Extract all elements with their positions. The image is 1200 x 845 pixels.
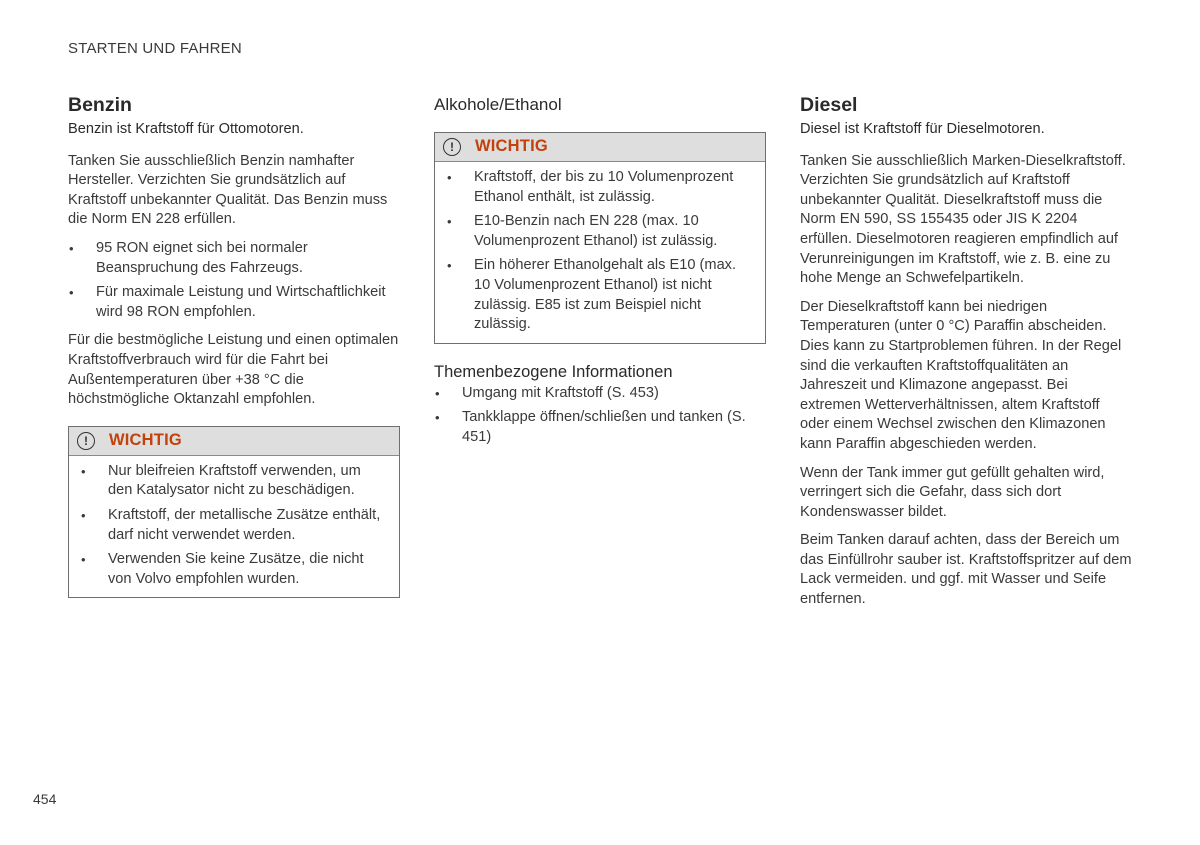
column-ethanol bbox=[434, 92, 766, 457]
warning-title: WICHTIG bbox=[109, 430, 182, 449]
diesel-paragraph-4: Beim Tanken darauf achten, dass der Bereich um das Einfüllrohr sauber ist. Kraftstoffspritzer auf dem Lack vermeiden. und ggf. mit Wasser und Seife entfernen. bbox=[800, 532, 1132, 608]
warning-list bbox=[446, 168, 755, 335]
related-link-fuel-handling[interactable]: • Umgang mit Kraftstoff (S. 453) bbox=[434, 384, 766, 404]
related-topics-title: Themenbezogene Informationen bbox=[434, 362, 673, 381]
related-topics bbox=[434, 362, 766, 448]
diesel-title: Diesel bbox=[800, 94, 858, 116]
list-item: • Für maximale Leistung und Wirtschaftlichkeit wird 98 RON empfohlen. bbox=[69, 284, 386, 320]
related-link-fuel-flap[interactable]: • Tankklappe öffnen/schließen und tanken (S. 451) bbox=[435, 409, 746, 445]
bullet-icon: • bbox=[81, 507, 86, 523]
warning-header bbox=[69, 427, 399, 456]
benzin-title: Benzin bbox=[68, 94, 132, 116]
diesel-paragraph-2: Der Dieselkraftstoff kann bei niedrigen Temperaturen (unter 0 °C) Paraffin abscheiden. Dies kann zu Startproblemen führen. In der Regel sind die verkauften Kraftstoffqualitäten an Jahreszeit und Klimazone angepasst. Bei extremen Wetterverhältnissen, altem Kraftstoff oder einem Wechsel zwischen den Klimazonen kann Paraffin abgeschieden werden. bbox=[800, 298, 1122, 452]
bullet-icon: • bbox=[81, 552, 86, 568]
list-item: • Nur bleifreien Kraftstoff verwenden, um den Katalysator nicht zu beschädigen. bbox=[81, 462, 361, 499]
bullet-icon: • bbox=[435, 385, 440, 401]
column-benzin bbox=[68, 92, 400, 598]
diesel-paragraph-3: Wenn der Tank immer gut gefüllt gehalten wird, verringert sich die Gefahr, dass sich dort Kondenswasser bildet. bbox=[800, 464, 1105, 520]
bullet-icon: • bbox=[447, 170, 452, 185]
warning-icon: ! bbox=[443, 138, 461, 156]
bullet-icon: • bbox=[69, 240, 74, 256]
benzin-paragraph-2: Für die bestmögliche Leistung und einen optimalen Kraftstoffverbrauch wird für die Fahrt bei Außentemperaturen über +38 °C die höchstmögliche Oktanzahl empfohlen. bbox=[68, 332, 399, 408]
column-diesel bbox=[800, 92, 1132, 619]
benzin-paragraph-1: Tanken Sie ausschließlich Benzin namhafter Hersteller. Verzichten Sie grundsätzlich auf Kraftstoff unbekannter Qualität. Das Benzin muss die Norm EN 228 erfüllen. bbox=[68, 152, 388, 228]
benzin-bullet-list bbox=[68, 239, 400, 322]
page-number: 454 bbox=[33, 791, 57, 807]
related-topics-list bbox=[434, 384, 766, 448]
warning-header bbox=[435, 133, 765, 162]
list-item: • Verwenden Sie keine Zusätze, die nicht von Volvo empfohlen wurden. bbox=[81, 551, 364, 587]
bullet-icon: • bbox=[447, 214, 452, 230]
diesel-lead: Diesel ist Kraftstoff für Dieselmotoren. bbox=[800, 121, 1045, 137]
benzin-warning-box bbox=[68, 426, 400, 599]
benzin-lead: Benzin ist Kraftstoff für Ottomotoren. bbox=[68, 121, 304, 137]
warning-title: WICHTIG bbox=[475, 137, 548, 156]
warning-icon: ! bbox=[77, 432, 95, 450]
bullet-icon: • bbox=[447, 258, 452, 274]
warning-list bbox=[80, 462, 389, 590]
ethanol-title: Alkohole/Ethanol bbox=[434, 95, 562, 114]
bullet-icon: • bbox=[435, 410, 440, 426]
bullet-icon: • bbox=[81, 463, 86, 479]
list-item: • Kraftstoff, der metallische Zusätze enthält, darf nicht verwendet werden. bbox=[81, 506, 381, 543]
diesel-paragraph-1: Tanken Sie ausschließlich Marken-Dieselkraftstoff. Verzichten Sie grundsätzlich auf Kraftstoff unbekannter Qualität. Dieselkraftstoff muss die Norm EN 590, SS 155435 oder JIS K 2204 erfüllen. Dieselmotoren reagieren empfindlich auf Verunreinigungen im Kraftstoff, wie z. B. eine zu hohe Menge an Schwefelpartikeln. bbox=[800, 152, 1126, 287]
section-header: STARTEN UND FAHREN bbox=[68, 40, 242, 57]
list-item: • Ein höherer Ethanolgehalt als E10 (max. 10 Volumenprozent Ethanol) ist nicht zulässig. E85 ist zum Beispiel nicht zulässig. bbox=[447, 257, 737, 333]
bullet-icon: • bbox=[69, 285, 74, 301]
list-item: • E10-Benzin nach EN 228 (max. 10 Volumenprozent Ethanol) ist zulässig. bbox=[447, 213, 718, 249]
list-item: • 95 RON eignet sich bei normaler Beanspruchung des Fahrzeugs. bbox=[69, 239, 308, 276]
list-item: • Kraftstoff, der bis zu 10 Volumenprozent Ethanol enthält, ist zulässig. bbox=[447, 169, 734, 205]
ethanol-warning-box bbox=[434, 132, 766, 344]
